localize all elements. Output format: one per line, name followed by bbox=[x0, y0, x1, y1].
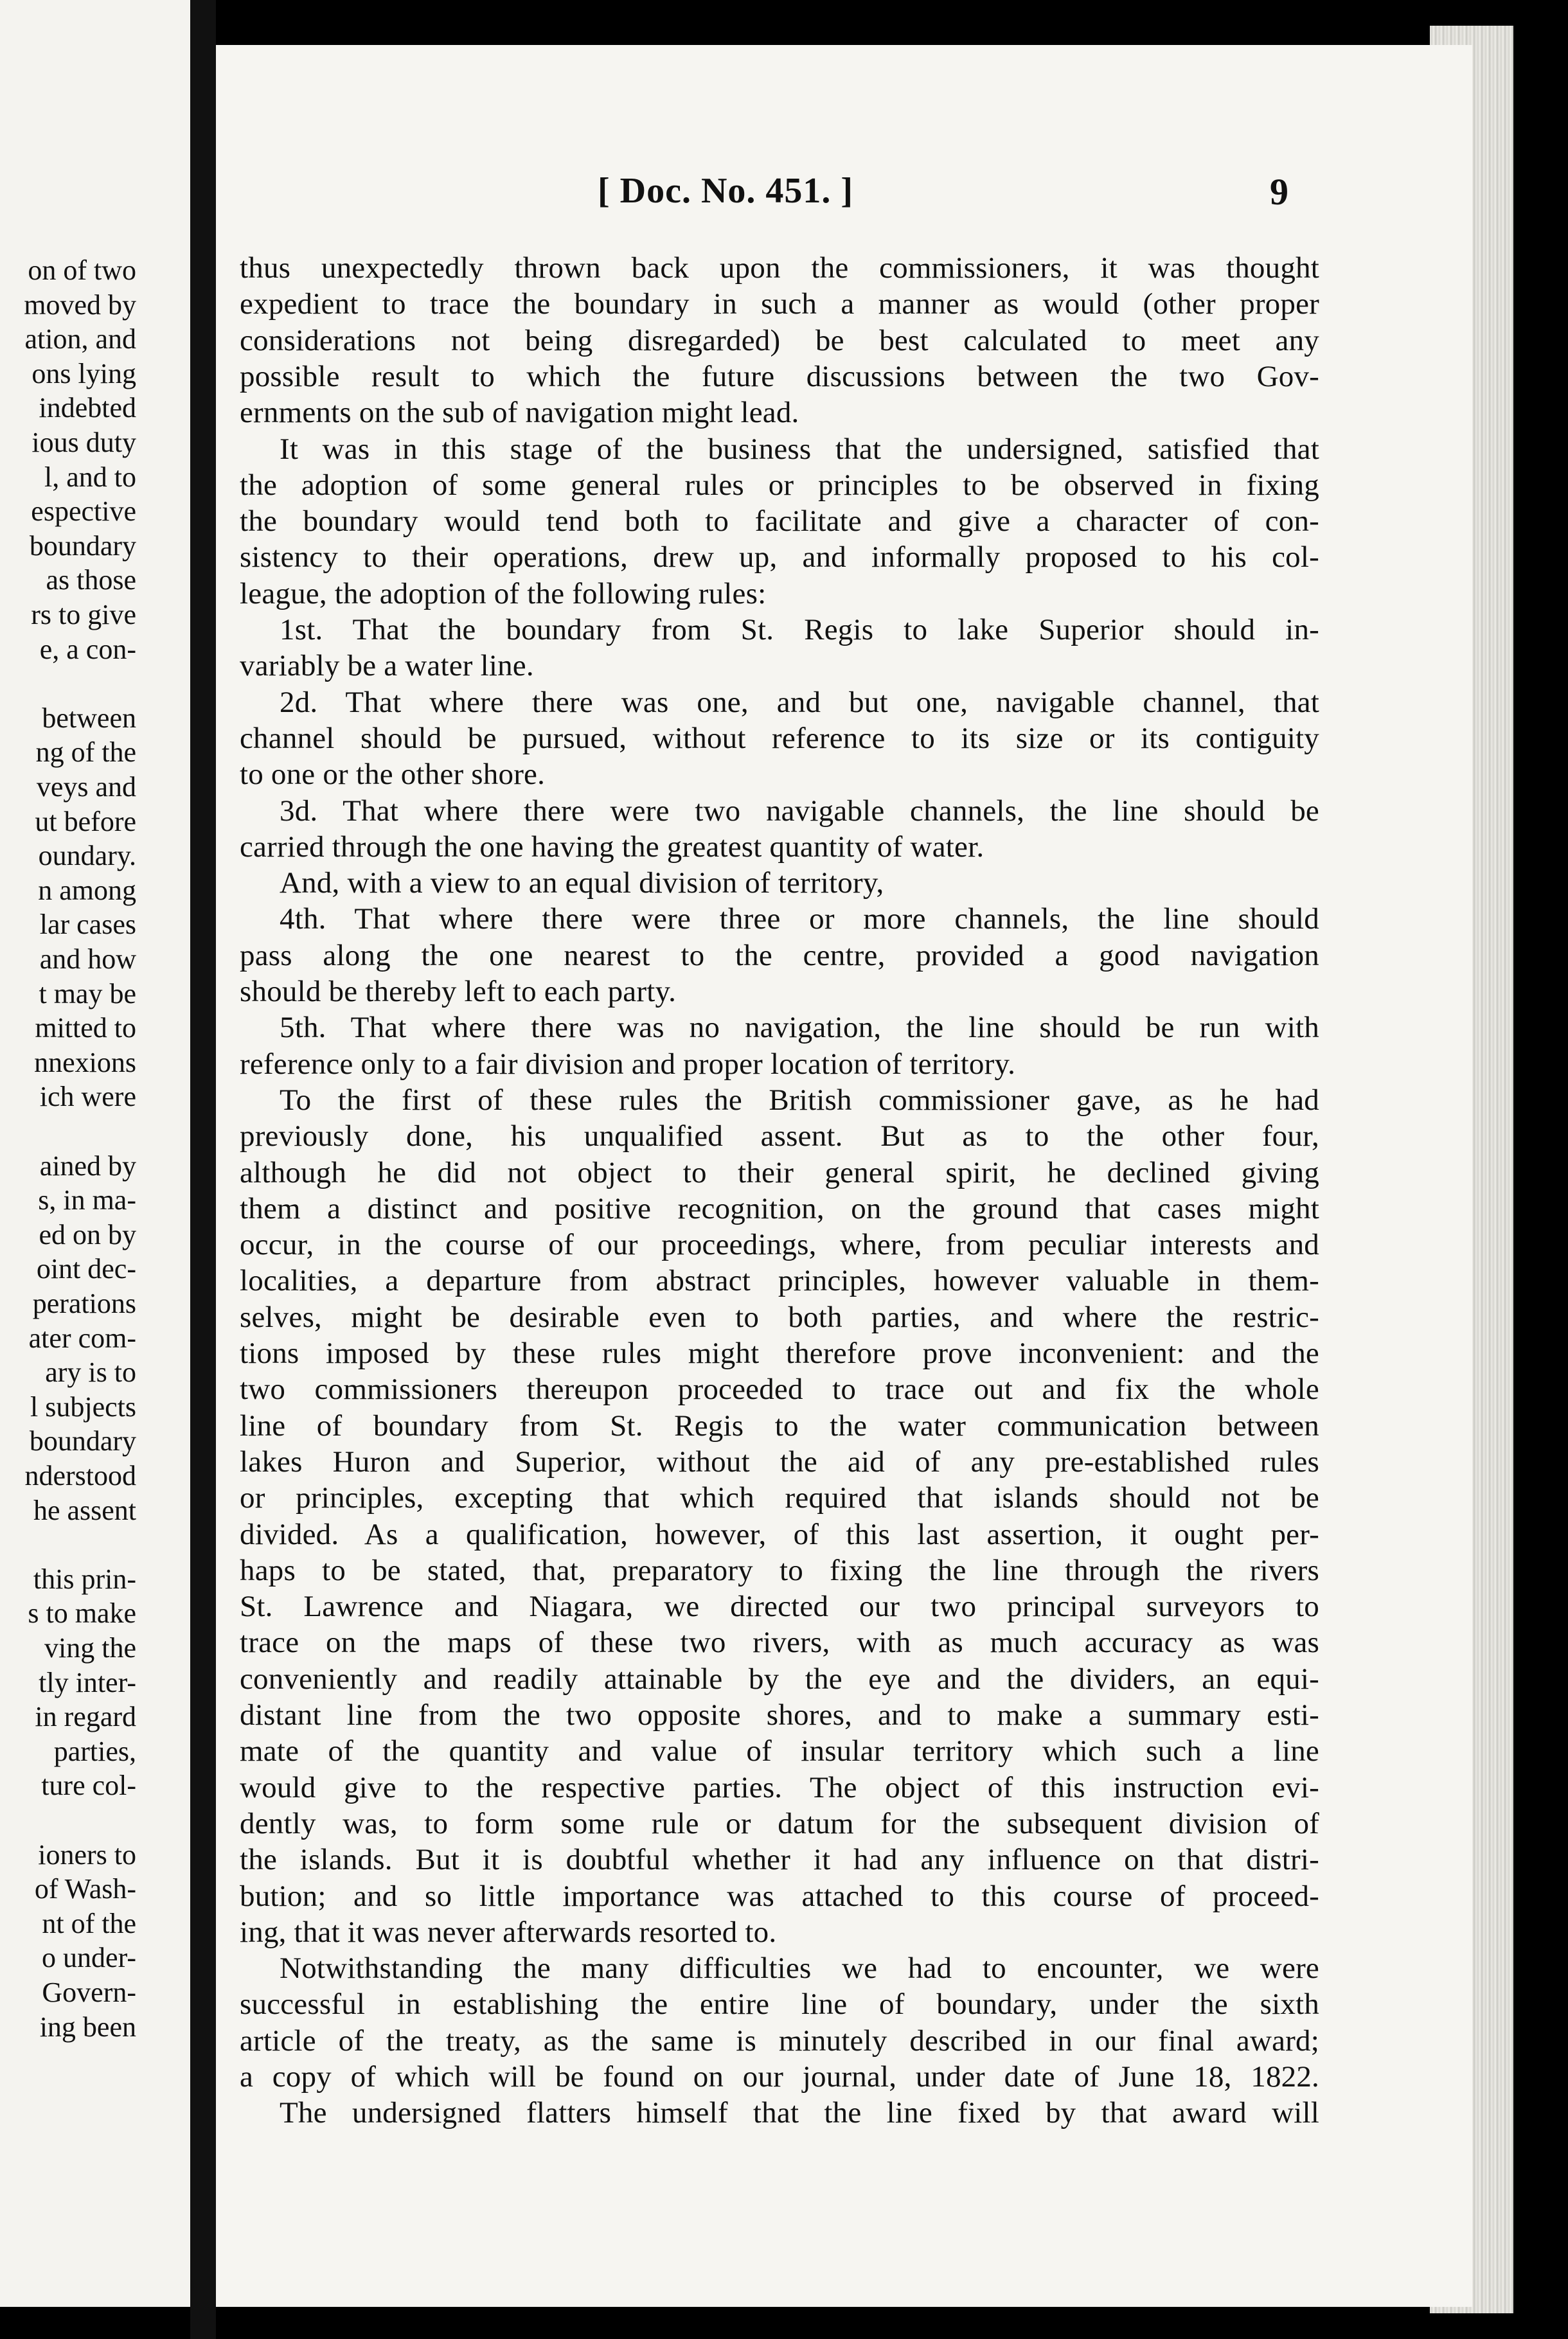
facing-page-line: ater com- bbox=[28, 1322, 136, 1354]
facing-page-line: e, a con- bbox=[39, 633, 136, 665]
facing-page-line: parties, bbox=[53, 1735, 136, 1767]
running-header bbox=[216, 170, 1472, 222]
facing-page-line: oundary. bbox=[38, 840, 136, 872]
facing-page-line: veys and bbox=[36, 771, 136, 803]
facing-page-line: s to make bbox=[28, 1597, 136, 1630]
text-line: sistency to their operations, drew up, and informally proposed to his col- bbox=[240, 540, 1319, 574]
document-number: [ Doc. No. 451. ] bbox=[598, 171, 854, 211]
text-line: the adoption of some general rules or principles to be observed in fixing bbox=[240, 468, 1319, 502]
text-line: dently was, to form some rule or datum for the subsequent division of bbox=[240, 1806, 1319, 1840]
facing-page-line: mitted to bbox=[35, 1012, 136, 1044]
text-line: selves, might be desirable even to both parties, and where the restric- bbox=[240, 1300, 1319, 1334]
facing-page-line: lar cases bbox=[39, 909, 136, 941]
text-line: considerations not being disregarded) be best calculated to meet any bbox=[240, 323, 1319, 357]
text-line: Notwithstanding the many difficulties we had to encounter, we were bbox=[280, 1952, 1319, 1986]
facing-page-line: ing been bbox=[39, 2011, 136, 2043]
text-line: 1st. That the boundary from St. Regis to lake Superior should in- bbox=[280, 613, 1319, 646]
facing-page-line: of Wash- bbox=[34, 1873, 136, 1905]
facing-page-line: l subjects bbox=[30, 1391, 136, 1423]
text-line: 2d. That where there was one, and but one, navigable channel, that bbox=[280, 685, 1319, 719]
facing-page-line: boundary bbox=[29, 1425, 136, 1457]
text-line: expedient to trace the boundary in such a manner as would (other proper bbox=[240, 287, 1319, 321]
facing-page-line: in regard bbox=[35, 1701, 136, 1733]
facing-page-line: nt of the bbox=[42, 1907, 136, 1939]
text-line: thus unexpectedly thrown back upon the commissioners, it was thought bbox=[240, 251, 1319, 285]
text-line: 3d. That where there were two navigable channels, the line should be bbox=[280, 794, 1319, 828]
text-line: variably be a water line. bbox=[240, 649, 534, 683]
text-line: line of boundary from St. Regis to the water communication between bbox=[240, 1409, 1319, 1443]
text-line: The undersigned flatters himself that the line fixed by that award will bbox=[280, 2096, 1319, 2130]
text-line: localities, a departure from abstract principles, however valuable in them- bbox=[240, 1264, 1319, 1298]
facing-page-line: t may be bbox=[39, 977, 136, 1009]
facing-page-line: o under- bbox=[42, 1942, 136, 1974]
text-line: St. Lawrence and Niagara, we directed our two principal surveyors to bbox=[240, 1590, 1319, 1624]
page-number: 9 bbox=[1270, 171, 1288, 213]
facing-page-line: n among bbox=[38, 874, 136, 906]
facing-page-line: ained by bbox=[39, 1150, 136, 1182]
text-line: previously done, his unqualified assent. But as to the other four, bbox=[240, 1119, 1319, 1153]
facing-page-line: ng of the bbox=[35, 736, 136, 769]
text-line: bution; and so little importance was attached to this course of proceed- bbox=[240, 1879, 1319, 1913]
facing-page-line: ving the bbox=[44, 1632, 136, 1664]
text-line: 5th. That where there was no navigation, the line should be run with bbox=[280, 1011, 1319, 1045]
facing-page-line: perations bbox=[32, 1288, 136, 1319]
facing-page-line: Govern- bbox=[42, 1977, 136, 2008]
text-line: to one or the other shore. bbox=[240, 758, 546, 792]
text-line: them a distinct and positive recognition, on the ground that cases might bbox=[240, 1191, 1319, 1225]
facing-page-line: and how bbox=[39, 943, 136, 975]
text-line: reference only to a fair division and proper location of territory. bbox=[240, 1047, 1016, 1081]
facing-page-line: ioners to bbox=[38, 1838, 136, 1871]
facing-page-line: espective bbox=[31, 495, 136, 528]
facing-page-line: tly inter- bbox=[39, 1666, 136, 1698]
facing-page-line: nderstood bbox=[24, 1460, 136, 1491]
text-line: conveniently and readily attainable by the eye and the dividers, an equi- bbox=[240, 1662, 1319, 1696]
text-line: the islands. But it is doubtful whether it had any influence on that distri- bbox=[240, 1843, 1319, 1877]
facing-page-line: ed on by bbox=[39, 1218, 136, 1250]
facing-page-line: ons lying bbox=[31, 357, 136, 389]
facing-page-line: ation, and bbox=[24, 323, 136, 355]
text-line: two commissioners thereupon proceeded to trace out and fix the whole bbox=[240, 1373, 1319, 1407]
text-line: a copy of which will be found on our journal, under date of June 18, 1822. bbox=[240, 2060, 1319, 2094]
facing-page-fragment bbox=[0, 0, 190, 2307]
text-line: successful in establishing the entire line of boundary, under the sixth bbox=[240, 1988, 1319, 2022]
facing-page-line: s, in ma- bbox=[38, 1184, 136, 1216]
book-gutter bbox=[190, 0, 216, 2339]
facing-page-line: ary is to bbox=[45, 1356, 136, 1389]
text-line: article of the treaty, as the same is minutely described in our final award; bbox=[240, 2023, 1319, 2058]
text-line: carried through the one having the greatest quantity of water. bbox=[240, 830, 984, 864]
text-line: ing, that it was never afterwards resorted to. bbox=[240, 1915, 777, 1949]
text-line: haps to be stated, that, preparatory to fixing the line through the rivers bbox=[240, 1553, 1319, 1587]
facing-page-line: ut before bbox=[35, 805, 136, 837]
text-line: would give to the respective parties. The object of this instruction evi- bbox=[240, 1770, 1319, 1804]
text-line: tions imposed by these rules might therefore prove inconvenient: and the bbox=[240, 1337, 1319, 1370]
facing-page-line: ture col- bbox=[41, 1770, 136, 1802]
text-line: although he did not object to their general spirit, he declined giving bbox=[240, 1155, 1319, 1189]
facing-page-line: l, and to bbox=[44, 461, 136, 493]
facing-page-line: indebted bbox=[39, 392, 136, 424]
facing-page-line: moved by bbox=[24, 289, 136, 321]
facing-page-line: rs to give bbox=[31, 599, 136, 630]
text-line: the boundary would tend both to facilitate and give a character of con- bbox=[240, 504, 1319, 538]
text-line: mate of the quantity and value of insular territory which such a line bbox=[240, 1734, 1319, 1768]
text-line: lakes Huron and Superior, without the aid of any pre-established rules bbox=[240, 1445, 1319, 1479]
facing-page-line: nnexions bbox=[34, 1046, 136, 1078]
text-line: ernments on the sub of navigation might lead. bbox=[240, 396, 799, 430]
text-line: channel should be pursued, without reference to its size or its contiguity bbox=[240, 721, 1319, 755]
text-line: occur, in the course of our proceedings, where, from peculiar interests and bbox=[240, 1228, 1319, 1262]
facing-page-line: as those bbox=[46, 564, 136, 596]
text-line: distant line from the two opposite shores, and to make a summary esti- bbox=[240, 1698, 1319, 1732]
text-line: pass along the one nearest to the centre, provided a good navigation bbox=[240, 938, 1319, 972]
text-line: divided. As a qualification, however, of this last assertion, it ought per- bbox=[240, 1517, 1319, 1551]
text-line: It was in this stage of the business that the undersigned, satisfied that bbox=[280, 432, 1319, 466]
facing-page-line: oint dec- bbox=[36, 1253, 136, 1285]
text-line: And, with a view to an equal division of territory, bbox=[280, 866, 884, 900]
text-line: league, the adoption of the following rules: bbox=[240, 576, 767, 610]
facing-page-line: ious duty bbox=[31, 427, 136, 458]
text-line: possible result to which the future discussions between the two Gov- bbox=[240, 359, 1319, 393]
facing-page-line: this prin- bbox=[33, 1563, 136, 1595]
facing-page-line: ich were bbox=[39, 1081, 136, 1113]
facing-page-line: on of two bbox=[28, 254, 136, 286]
text-line: or principles, excepting that which required that islands should not be bbox=[240, 1481, 1319, 1515]
text-line: To the first of these rules the British commissioner gave, as he had bbox=[280, 1083, 1319, 1117]
document-page bbox=[216, 45, 1472, 2307]
facing-page-line: boundary bbox=[29, 529, 136, 562]
facing-page-line: between bbox=[42, 702, 136, 734]
facing-page-line: he assent bbox=[33, 1494, 136, 1526]
text-line: should be thereby left to each party. bbox=[240, 975, 677, 1008]
text-line: trace on the maps of these two rivers, with as much accuracy as was bbox=[240, 1626, 1319, 1660]
text-line: 4th. That where there were three or more channels, the line should bbox=[280, 902, 1319, 936]
